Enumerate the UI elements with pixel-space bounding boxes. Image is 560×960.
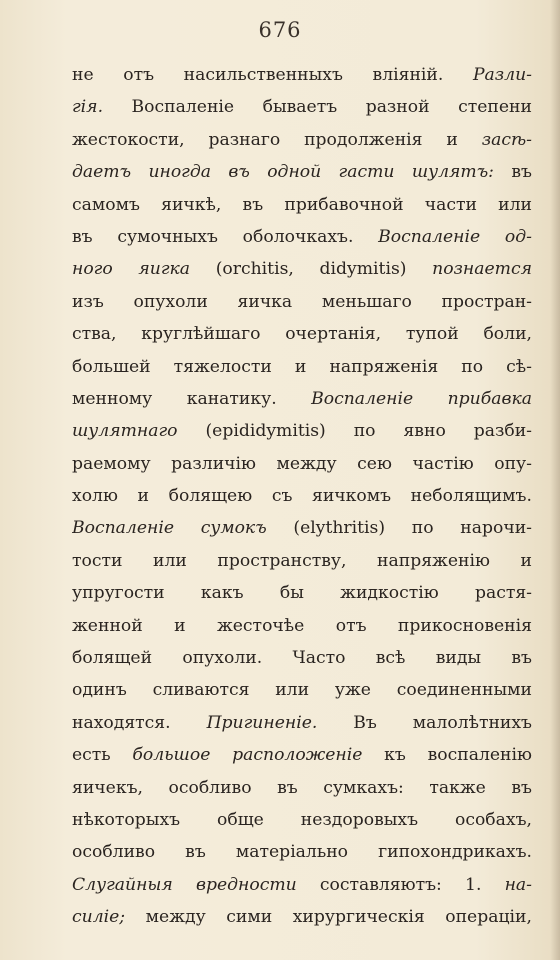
text-line — [72, 480, 532, 512]
word: тяжелости — [173, 356, 272, 377]
word: операцiи, — [445, 907, 532, 928]
word: бы — [279, 583, 304, 604]
text-line — [72, 610, 532, 642]
text-line — [72, 448, 532, 480]
word: обще — [217, 809, 264, 830]
text-line — [72, 804, 532, 836]
word: разнаго — [208, 129, 281, 150]
word: растя- — [474, 583, 532, 604]
italic-word: Воспаленiе — [311, 388, 414, 409]
page-number: 676 — [258, 18, 302, 42]
text-line — [72, 577, 532, 609]
word: насильственныхъ — [183, 65, 343, 85]
text-line — [72, 772, 532, 804]
text-line — [72, 253, 532, 285]
italic-word: иногда — [148, 162, 212, 183]
word: опухоли — [133, 291, 208, 312]
word: опухоли. — [182, 648, 263, 669]
word: очертанiя, — [285, 324, 382, 345]
italic-word: шулятъ: — [411, 162, 494, 183]
word: оболочкахъ. — [242, 226, 354, 247]
word: didymitis) — [319, 259, 407, 280]
word: болящей — [72, 648, 153, 669]
italic-word: силiе; — [72, 907, 126, 928]
word: всѣ — [375, 648, 406, 669]
italic-word: вредности — [195, 874, 297, 895]
word: жидкостiю — [340, 583, 439, 604]
word: степени — [458, 97, 532, 118]
italic-word: Пригиненiе. — [206, 712, 318, 733]
word: прикосновенiя — [397, 615, 532, 636]
italic-word: Разли- — [472, 65, 532, 85]
word: жестокости, — [72, 129, 185, 150]
italic-word: од- — [504, 226, 532, 247]
word: яичкомъ — [311, 486, 392, 507]
word: по — [353, 421, 376, 442]
word: напряженiя — [329, 356, 439, 377]
word: Въ — [353, 712, 377, 733]
italic-word: гiя. — [72, 97, 104, 118]
word: большей — [72, 356, 151, 377]
text-line — [72, 642, 532, 674]
word: продолженiя — [304, 129, 423, 150]
italic-word: большое — [132, 745, 211, 766]
word: простран- — [441, 291, 532, 312]
word: яичекъ, — [72, 777, 143, 798]
word: сею — [357, 453, 392, 474]
word: неболящимъ. — [410, 486, 532, 507]
word: нѣкоторыхъ — [72, 809, 181, 830]
word: сими — [226, 907, 273, 928]
word: въ — [511, 777, 532, 798]
word: частiю — [412, 453, 474, 474]
word: между — [145, 907, 206, 928]
word: особливо — [72, 842, 156, 863]
word: особливо — [168, 777, 252, 798]
word: сумочныхъ — [117, 226, 218, 247]
word: нарочи- — [460, 518, 532, 539]
body-text — [72, 59, 532, 934]
word: боли, — [483, 324, 532, 345]
word: матерiально — [235, 842, 349, 863]
word: круглѣйшаго — [141, 324, 261, 345]
text-line — [72, 351, 532, 383]
word: виды — [435, 648, 482, 669]
word: отъ — [335, 615, 367, 636]
text-line — [72, 383, 532, 415]
word: особахъ, — [454, 809, 532, 830]
italic-word: гасти — [338, 162, 395, 183]
word: не — [72, 65, 94, 85]
word: и — [174, 615, 186, 636]
text-line — [72, 318, 532, 350]
word: по — [411, 518, 434, 539]
word: 1. — [465, 874, 482, 895]
word: или — [498, 194, 532, 215]
italic-word: одной — [267, 162, 322, 183]
italic-word: познается — [432, 259, 532, 280]
text-line — [72, 512, 532, 544]
word: есть — [72, 745, 111, 766]
word: части — [424, 194, 477, 215]
text-line — [72, 189, 532, 221]
word: изъ — [72, 291, 104, 312]
word: нездоровыхъ — [300, 809, 419, 830]
word: между — [276, 453, 337, 474]
italic-word: шулятнаго — [72, 421, 178, 442]
word: менному — [72, 388, 153, 409]
italic-word: на- — [504, 874, 532, 895]
word: какъ — [200, 583, 244, 604]
italic-word: Воспаленiе — [378, 226, 481, 247]
word: (elythritis) — [293, 518, 386, 539]
text-line — [72, 836, 532, 868]
word: явно — [403, 421, 446, 442]
word: женной — [72, 615, 143, 636]
word: гипохондрикахъ. — [378, 842, 532, 863]
word: или — [275, 680, 310, 701]
page-edge-shadow — [550, 0, 560, 960]
word: сумкахъ: — [323, 777, 404, 798]
text-line — [72, 91, 532, 123]
italic-word: сумокъ — [200, 518, 267, 539]
word: пространству, — [217, 550, 347, 571]
word: составляютъ: — [319, 874, 442, 895]
text-line — [72, 221, 532, 253]
text-line — [72, 869, 532, 901]
word: или — [153, 550, 187, 571]
italic-word: даетъ — [72, 162, 132, 183]
word: и — [446, 129, 458, 150]
word: холю — [72, 486, 118, 507]
word: въ — [72, 226, 93, 247]
text-line — [72, 156, 532, 188]
word: болящею — [168, 486, 253, 507]
italic-word: расположенiе — [232, 745, 363, 766]
word: и — [137, 486, 150, 507]
italic-word: прибавка — [447, 388, 532, 409]
word: въ — [185, 842, 206, 863]
word: съ — [271, 486, 293, 507]
word: самомъ — [72, 194, 140, 215]
word: упругости — [72, 583, 165, 604]
word: хирургическiя — [292, 907, 425, 928]
word: также — [429, 777, 486, 798]
word: воспаленiю — [427, 745, 532, 766]
word: по — [461, 356, 484, 377]
word: и — [294, 356, 307, 377]
word: сѣ- — [506, 356, 532, 377]
word: бываетъ — [262, 97, 338, 118]
word: къ — [384, 745, 406, 766]
italic-word: въ — [228, 162, 250, 183]
text-line — [72, 415, 532, 447]
word: одинъ — [72, 680, 127, 701]
word: напряженiю — [377, 550, 490, 571]
word: яичкѣ, — [161, 194, 222, 215]
text-line — [72, 545, 532, 577]
word: Воспаленiе — [131, 97, 235, 118]
word: влiянiй. — [372, 65, 444, 85]
word: находятся. — [72, 712, 171, 733]
word: соединенными — [396, 680, 532, 701]
word: тупой — [405, 324, 459, 345]
italic-word: яигка — [138, 259, 191, 280]
text-line — [72, 286, 532, 318]
italic-word: Слугайныя — [72, 874, 173, 895]
word: канатику. — [186, 388, 277, 409]
text-line — [72, 901, 532, 933]
word: и — [520, 550, 532, 571]
text-line — [72, 707, 532, 739]
word: прибавочной — [284, 194, 404, 215]
text-line — [72, 59, 532, 91]
italic-word: засѣ- — [481, 129, 532, 150]
word: (epididymitis) — [205, 421, 326, 442]
word: различiю — [171, 453, 256, 474]
italic-word: ного — [72, 259, 113, 280]
word: въ — [277, 777, 298, 798]
word: яичка — [237, 291, 293, 312]
word: раемому — [72, 453, 151, 474]
word: меньшаго — [321, 291, 412, 312]
word: (orchitis, — [215, 259, 294, 280]
text-line — [72, 739, 532, 771]
italic-word: Воспаленiе — [72, 518, 175, 539]
word: ства, — [72, 324, 117, 345]
word: опу- — [494, 453, 532, 474]
word: тости — [72, 550, 123, 571]
word: Часто — [292, 648, 346, 669]
text-line — [72, 674, 532, 706]
word: въ — [511, 648, 532, 669]
word: уже — [334, 680, 371, 701]
text-line — [72, 124, 532, 156]
word: сливаются — [152, 680, 250, 701]
word: разби- — [473, 421, 532, 442]
word: въ — [511, 162, 532, 183]
word: въ — [242, 194, 264, 215]
word: отъ — [123, 65, 155, 85]
word: малолѣтнихъ — [412, 712, 532, 733]
word: разной — [365, 97, 430, 118]
word: жесточѣе — [216, 615, 305, 636]
